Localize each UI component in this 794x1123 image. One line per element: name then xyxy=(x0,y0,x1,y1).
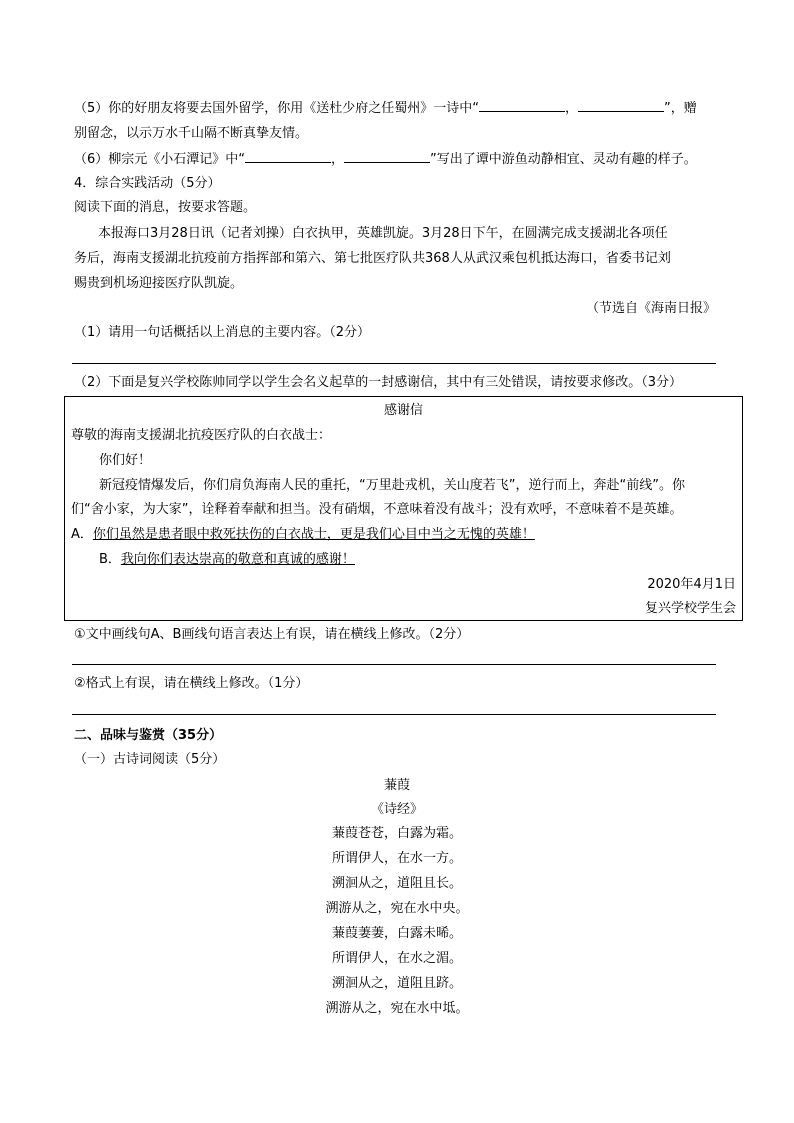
thank-you-letter xyxy=(64,396,743,621)
letter-body-line-1: 新冠疫情爆发后，你们肩负海南人民的重托，“万里赴戎机，关山度若飞”，逆行而上，奔赴“前线”。你 xyxy=(99,478,685,493)
letter-salutation: 尊敬的海南支援湖北抗疫医疗队的白衣战士： xyxy=(71,428,332,443)
sentence-a-label: A． xyxy=(71,527,93,542)
question-4-1: （1）请用一句话概括以上消息的主要内容。（2分） xyxy=(74,325,371,340)
answer-line[interactable] xyxy=(72,714,716,715)
poem-line: 溯洄从之，道阻且跻。 xyxy=(331,976,462,991)
letter-greeting: 你们好！ xyxy=(99,453,152,468)
poem-line: 溯洄从之，道阻且长。 xyxy=(331,876,462,891)
answer-line[interactable] xyxy=(72,363,716,364)
sentence-b-text: 我向你们表达崇高的敬意和真诚的感谢！ xyxy=(120,552,355,567)
poem-line: 所谓伊人，在水一方。 xyxy=(331,851,462,866)
letter-title: 感谢信 xyxy=(383,403,423,418)
question-6-line xyxy=(74,150,697,170)
blank-separator: ， xyxy=(331,152,345,167)
question-6-text-a: （6）柳宗元《小石潭记》中“ xyxy=(74,152,246,167)
poem-line: 溯游从之，宛在水中坻。 xyxy=(325,1001,469,1016)
section-2-sub-heading: （一）古诗词阅读（5分） xyxy=(74,752,226,767)
letter-sentence-a xyxy=(71,525,535,545)
poem-source: 《诗经》 xyxy=(370,802,423,817)
poem-title: 蒹葭 xyxy=(383,778,410,793)
sentence-b-label: B． xyxy=(99,552,121,567)
letter-sentence-b xyxy=(99,550,355,570)
sentence-a-text: 你们虽然是患者眼中救死扶伤的白衣战士，更是我们心目中当之无愧的英雄！ xyxy=(92,527,535,542)
news-line-1: 本报海口3月28日讯（记者刘操）白衣执甲，英雄凯旋。3月28日下午，在圆满完成支援湖北各项任 xyxy=(98,226,668,241)
question-4-title: 4．综合实践活动（5分） xyxy=(74,176,221,191)
answer-blank[interactable] xyxy=(479,99,565,112)
letter-date: 2020年4月1日 xyxy=(647,577,736,592)
news-source: （节选自《海南日报》 xyxy=(585,301,716,316)
blank-separator: ， xyxy=(565,101,579,116)
answer-blank[interactable] xyxy=(344,150,430,163)
section-2-heading: 二、品味与鉴赏（35分） xyxy=(74,728,223,743)
task-2: ②格式上有误，请在横线上修改。（1分） xyxy=(74,676,309,691)
poem-line: 所谓伊人，在水之湄。 xyxy=(331,951,462,966)
question-4-intro: 阅读下面的消息，按要求答题。 xyxy=(74,200,257,215)
poem-line: 蒹葭萋萋，白露未晞。 xyxy=(331,926,462,941)
question-5-line-2: 别留念，以示万水千山隔不断真挚友情。 xyxy=(74,126,309,141)
news-line-3: 赐贵到机场迎接医疗队凯旋。 xyxy=(74,276,244,291)
question-6-text-b: ”写出了谭中游鱼动静相宜、灵动有趣的样子。 xyxy=(430,152,697,167)
question-4-2: （2）下面是复兴学校陈帅同学以学生会名义起草的一封感谢信，其中有三处错误，请按要求修改。（3分） xyxy=(74,375,683,390)
answer-blank[interactable] xyxy=(245,150,331,163)
letter-body-line-2: 们“舍小家，为大家”，诠释着奉献和担当。没有硝烟，不意味着没有战斗；没有欢呼，不意味着不是英雄。 xyxy=(71,502,683,517)
question-5-text-a: （5）你的好朋友将要去国外留学，你用《送杜少府之任蜀州》一诗中“ xyxy=(74,101,480,116)
question-5-text-b: ”，赠 xyxy=(664,101,697,116)
poem-line: 溯游从之，宛在水中央。 xyxy=(325,901,469,916)
answer-line[interactable] xyxy=(72,664,716,665)
news-line-2: 务后，海南支援湖北抗疫前方指挥部和第六、第七批医疗队共368人从武汉乘包机抵达海口，省委书记刘 xyxy=(74,251,671,266)
letter-signature: 复兴学校学生会 xyxy=(644,601,736,616)
answer-blank[interactable] xyxy=(578,99,664,112)
question-5-line-1 xyxy=(74,99,697,119)
task-1: ①文中画线句A、B画线句语言表达上有误，请在横线上修改。（2分） xyxy=(74,627,470,642)
poem-line: 蒹葭苍苍，白露为霜。 xyxy=(331,826,462,841)
